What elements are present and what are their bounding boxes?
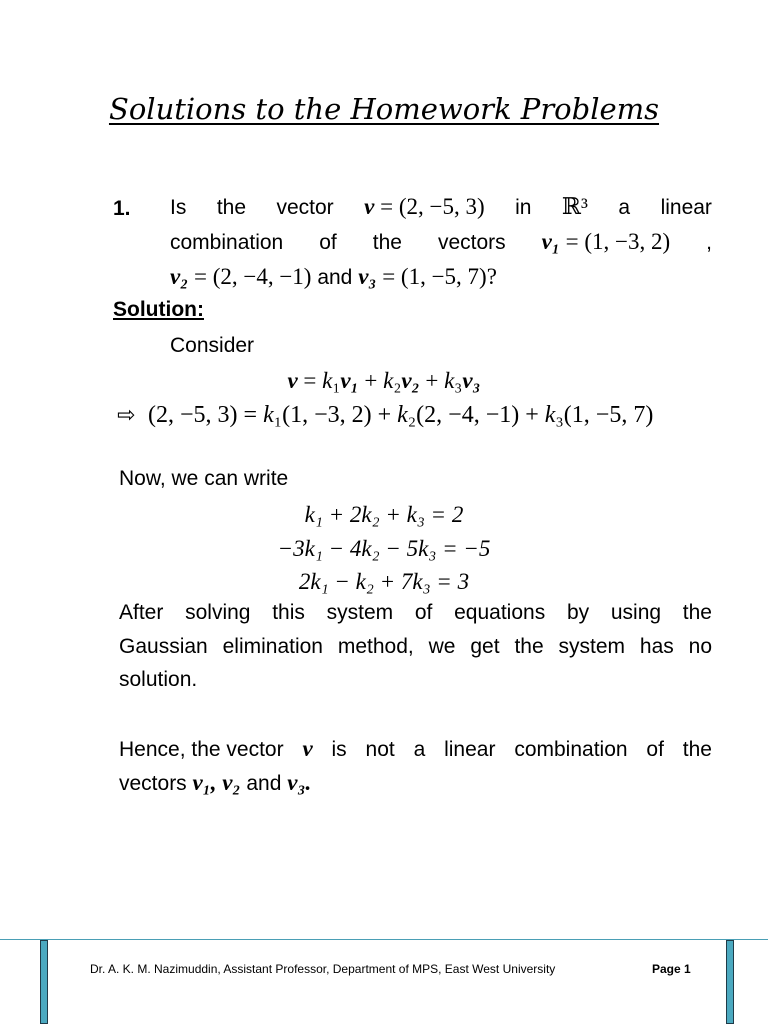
word: combination — [514, 738, 628, 761]
paragraph-1-line-3: solution. — [119, 668, 198, 691]
word: Hence, the vector — [119, 738, 284, 761]
problem-and: and — [317, 266, 353, 289]
word: solving — [185, 601, 251, 624]
word: this — [272, 601, 305, 624]
problem-line-1 — [170, 195, 712, 220]
problem-word: vectors — [437, 231, 506, 254]
word: by — [566, 601, 590, 624]
paragraph-1-line-2 — [119, 635, 712, 659]
page-title: Solutions to the Homework Problems — [108, 92, 660, 126]
paragraph-2-line-1 — [119, 737, 712, 762]
word: method, — [337, 635, 414, 658]
page-number: Page 1 — [652, 962, 691, 976]
footer-right-bar — [726, 940, 734, 1024]
solution-label: Solution: — [113, 298, 204, 321]
word: no — [688, 635, 712, 658]
consider-text: Consider — [170, 334, 255, 357]
footer-author: Dr. A. K. M. Nazimuddin, Assistant Professor, Department of MPS, East West University — [90, 962, 556, 976]
paragraph-2-line-2 — [119, 771, 311, 794]
word: of — [414, 601, 433, 624]
word: Gaussian — [119, 635, 208, 658]
vector-v2-def: v₂ = (2, −4, −1) — [170, 264, 312, 289]
vector-v-def: v = (2, −5, 3) — [364, 194, 485, 219]
word: system — [326, 601, 394, 624]
problem-word: combination — [170, 231, 284, 254]
word: elimination — [222, 635, 323, 658]
word: of — [646, 738, 664, 761]
vectors-v1-v2: v₁, v₂ — [192, 770, 241, 795]
problem-word: vector — [276, 196, 334, 219]
problem-line-2 — [170, 230, 712, 255]
vector-v3-def: v₃ = (1, −5, 7)? — [358, 264, 497, 289]
footer-rule — [0, 939, 768, 940]
problem-number: 1. — [113, 197, 131, 220]
problem-word: the — [372, 231, 402, 254]
system-eq-3: 2k₁ − k₂ + 7k₃ = 3 — [298, 569, 470, 594]
vector-v: v — [302, 736, 313, 761]
problem-word: a — [618, 196, 631, 219]
paragraph-1-line-1 — [119, 601, 712, 625]
problem-comma: , — [706, 231, 712, 254]
problem-line-3 — [170, 265, 497, 288]
word: get — [470, 635, 500, 658]
word: system — [558, 635, 626, 658]
word: not — [365, 738, 395, 761]
word: we — [428, 635, 456, 658]
word: equations — [454, 601, 546, 624]
word: is — [331, 738, 347, 761]
r3-symbol: ℝ³ — [561, 194, 588, 219]
problem-word: in — [515, 196, 532, 219]
now-text: Now, we can write — [119, 467, 289, 490]
word: vectors — [119, 772, 187, 795]
problem-word: Is — [170, 196, 187, 219]
word: and — [246, 772, 282, 795]
problem-word: the — [216, 196, 247, 219]
system-eq-2: −3k₁ − 4k₂ − 5k₃ = −5 — [277, 536, 491, 561]
system-eq-1: k₁ + 2k₂ + k₃ = 2 — [304, 502, 464, 527]
word: the — [682, 738, 712, 761]
word: using — [610, 601, 662, 624]
vector-v3: v₃. — [287, 770, 312, 795]
word: has — [639, 635, 674, 658]
problem-word: of — [319, 231, 337, 254]
word: linear — [444, 738, 496, 761]
problem-word: linear — [660, 196, 712, 219]
footer-left-bar — [40, 940, 48, 1024]
word: After — [119, 601, 164, 624]
word: the — [514, 635, 544, 658]
equation-2: (2, −5, 3) = k₁(1, −3, 2) + k₂(2, −4, −1) + k₃(1, −5, 7) — [148, 402, 654, 428]
word: the — [682, 601, 712, 624]
vector-v1-def: v₁ = (1, −3, 2) — [541, 229, 671, 254]
word: a — [413, 738, 426, 761]
implies-arrow-icon: ⇨ — [117, 402, 136, 427]
equation-1: v = k₁v₁ + k₂v₂ + k₃v₃ — [287, 368, 481, 393]
